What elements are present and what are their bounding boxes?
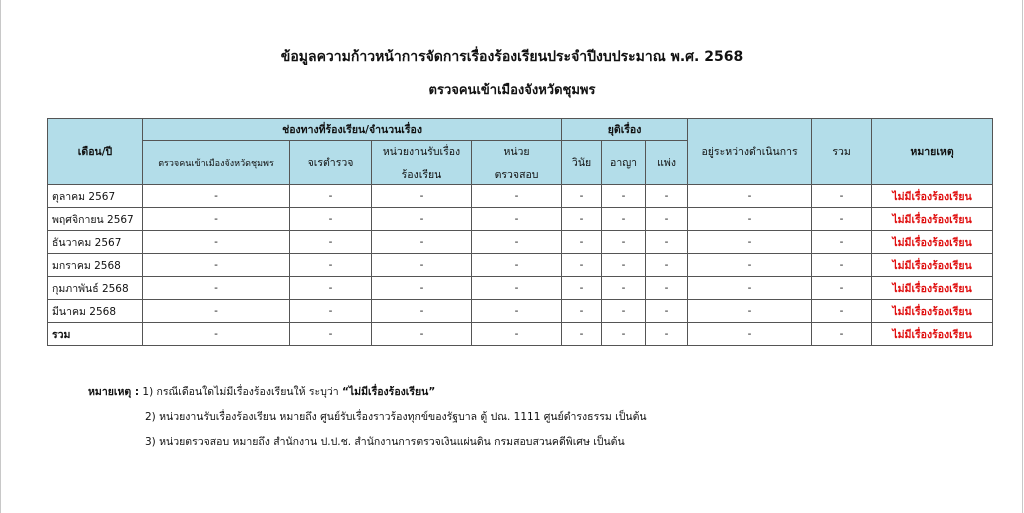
cell: - [562, 323, 602, 346]
cell: - [372, 323, 472, 346]
cell: - [812, 323, 872, 346]
row-month: ตุลาคม 2567 [48, 185, 143, 208]
row-month: รวม [48, 323, 143, 346]
page-subtitle: ตรวจคนเข้าเมืองจังหวัดชุมพร [428, 83, 596, 98]
cell: - [646, 254, 688, 277]
note-2: 2) หน่วยงานรับเรื่องร้องเรียน หมายถึง ศูนย์รับเรื่องราวร้องทุกข์ของรัฐบาล ตู้ ปณ. 1111 ศูนย์ดำรงธรรม เป็นต้น [145, 411, 647, 423]
cell: - [472, 323, 562, 346]
cell: - [646, 231, 688, 254]
table-row [48, 300, 993, 323]
header-channel-audit-line2: ตรวจสอบ [494, 168, 539, 181]
cell: - [688, 208, 812, 231]
header-channels: ช่องทางที่ร้องเรียน/จำนวนเรื่อง [143, 119, 562, 141]
header-channel-agency-line2: ร้องเรียน [401, 168, 442, 181]
cell: - [290, 277, 372, 300]
row-remark: ไม่มีเรื่องร้องเรียน [872, 277, 993, 300]
cell: - [688, 277, 812, 300]
cell: - [646, 208, 688, 231]
cell: - [290, 254, 372, 277]
row-remark: ไม่มีเรื่องร้องเรียน [872, 185, 993, 208]
row-month: มกราคม 2568 [48, 254, 143, 277]
table-body [48, 185, 993, 346]
notes-label: หมายเหตุ : [88, 386, 140, 398]
header-remark: หมายเหตุ [872, 119, 993, 185]
header-channel-audit [472, 141, 562, 185]
note-3: 3) หน่วยตรวจสอบ หมายถึง สำนักงาน ป.ป.ช. สำนักงานการตรวจเงินแผ่นดิน กรมสอบสวนคดีพิเศษ เป็นต้น [145, 436, 625, 448]
header-channel-office: ตรวจคนเข้าเมืองจังหวัดชุมพร [143, 141, 290, 185]
cell: - [646, 323, 688, 346]
cell: - [812, 300, 872, 323]
header-channel-audit-line1: หน่วย [503, 145, 530, 158]
cell: - [562, 185, 602, 208]
header-closed-civil: แพ่ง [646, 141, 688, 185]
cell: - [143, 185, 290, 208]
note-1 [88, 383, 435, 400]
header-closed: ยุติเรื่อง [562, 119, 688, 141]
cell: - [602, 277, 646, 300]
cell: - [646, 300, 688, 323]
note-1-quote: “ไม่มีเรื่องร้องเรียน” [342, 386, 436, 398]
table-row-total [48, 323, 993, 346]
row-month: พฤศจิกายน 2567 [48, 208, 143, 231]
header-total: รวม [812, 119, 872, 185]
header-month: เดือน/ปี [48, 119, 143, 185]
note-1-text: 1) กรณีเดือนใดไม่มีเรื่องร้องเรียนให้ ระบุว่า [142, 386, 339, 398]
cell: - [562, 254, 602, 277]
row-remark: ไม่มีเรื่องร้องเรียน [872, 300, 993, 323]
cell: - [812, 185, 872, 208]
table-row [48, 277, 993, 300]
cell: - [290, 231, 372, 254]
row-remark: ไม่มีเรื่องร้องเรียน [872, 323, 993, 346]
cell: - [143, 323, 290, 346]
cell: - [372, 300, 472, 323]
cell: - [562, 208, 602, 231]
cell: - [472, 208, 562, 231]
cell: - [372, 254, 472, 277]
row-month: กุมภาพันธ์ 2568 [48, 277, 143, 300]
cell: - [602, 300, 646, 323]
cell: - [602, 208, 646, 231]
page-border-right [1022, 0, 1023, 513]
page-title: ข้อมูลความก้าวหน้าการจัดการเรื่องร้องเรียนประจำปีงบประมาณ พ.ศ. 2568 [280, 49, 744, 65]
cell: - [688, 185, 812, 208]
cell: - [812, 208, 872, 231]
cell: - [812, 277, 872, 300]
table-row [48, 208, 993, 231]
header-channel-agency [372, 141, 472, 185]
row-month: ธันวาคม 2567 [48, 231, 143, 254]
complaint-progress-table [47, 118, 993, 346]
cell: - [290, 185, 372, 208]
header-channel-officer: จเรตำรวจ [290, 141, 372, 185]
cell: - [812, 231, 872, 254]
cell: - [472, 277, 562, 300]
cell: - [602, 254, 646, 277]
table-row [48, 231, 993, 254]
row-month: มีนาคม 2568 [48, 300, 143, 323]
cell: - [688, 300, 812, 323]
cell: - [562, 277, 602, 300]
table-row [48, 254, 993, 277]
cell: - [602, 323, 646, 346]
cell: - [372, 231, 472, 254]
cell: - [372, 185, 472, 208]
cell: - [143, 208, 290, 231]
cell: - [372, 277, 472, 300]
cell: - [143, 254, 290, 277]
header-closed-criminal: อาญา [602, 141, 646, 185]
header-channel-agency-line1: หน่วยงานรับเรื่อง [382, 145, 461, 158]
row-remark: ไม่มีเรื่องร้องเรียน [872, 254, 993, 277]
cell: - [562, 231, 602, 254]
cell: - [688, 254, 812, 277]
cell: - [562, 300, 602, 323]
cell: - [290, 323, 372, 346]
page-border-left [0, 0, 1, 513]
cell: - [646, 185, 688, 208]
cell: - [372, 208, 472, 231]
cell: - [602, 185, 646, 208]
row-remark: ไม่มีเรื่องร้องเรียน [872, 231, 993, 254]
cell: - [472, 254, 562, 277]
header-in-progress: อยู่ระหว่างดำเนินการ [688, 119, 812, 185]
cell: - [143, 300, 290, 323]
cell: - [688, 323, 812, 346]
cell: - [688, 231, 812, 254]
cell: - [472, 231, 562, 254]
cell: - [646, 277, 688, 300]
cell: - [143, 231, 290, 254]
cell: - [143, 277, 290, 300]
table-row [48, 185, 993, 208]
cell: - [290, 300, 372, 323]
cell: - [472, 300, 562, 323]
cell: - [812, 254, 872, 277]
cell: - [602, 231, 646, 254]
header-closed-discipline: วินัย [562, 141, 602, 185]
cell: - [472, 185, 562, 208]
row-remark: ไม่มีเรื่องร้องเรียน [872, 208, 993, 231]
cell: - [290, 208, 372, 231]
